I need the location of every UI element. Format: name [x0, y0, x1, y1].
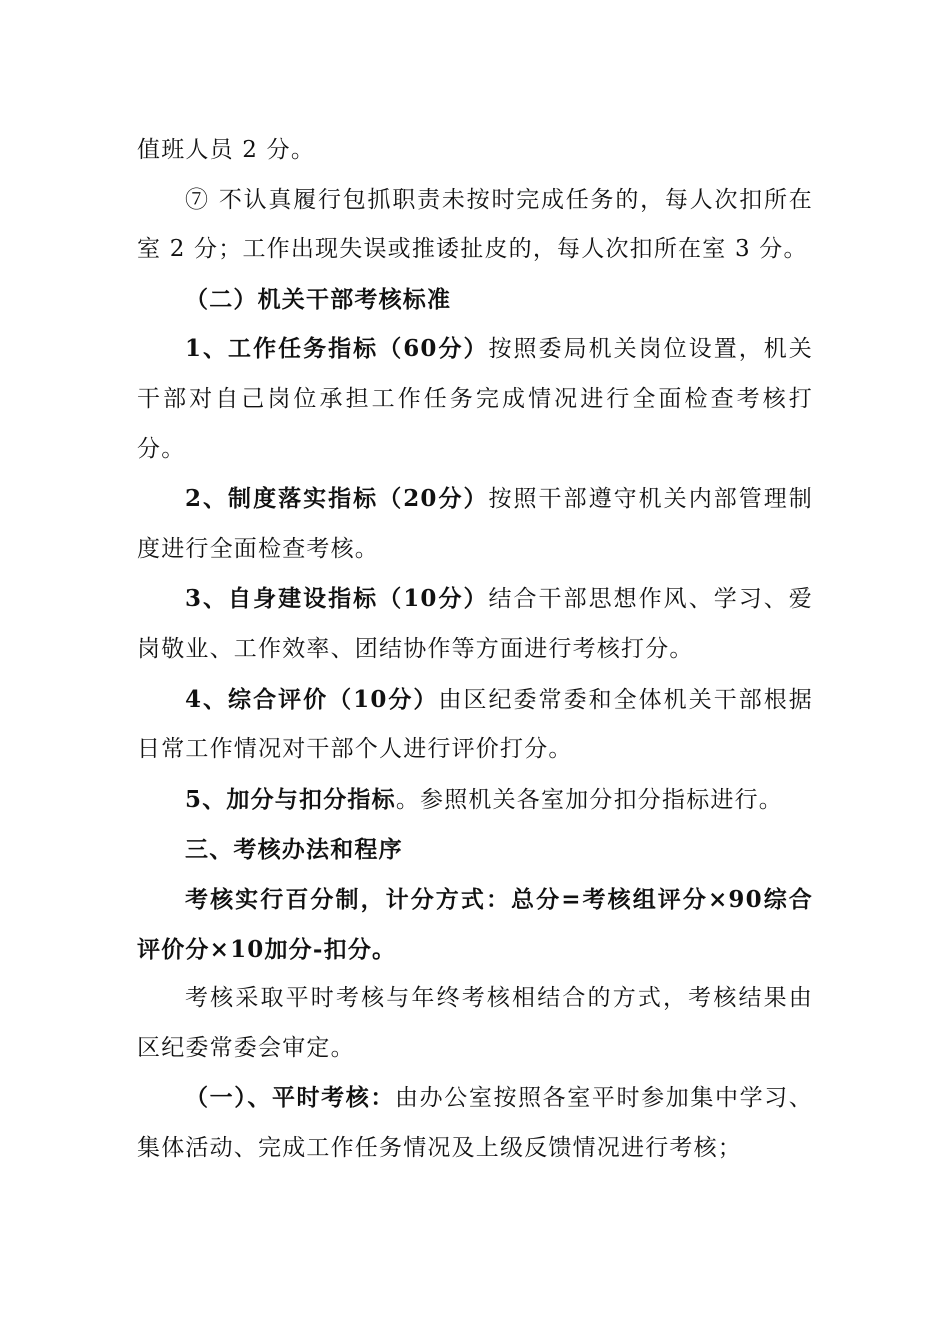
paragraph-scoring-formula [137, 875, 813, 974]
paragraph-lead: 4、综合评价（10分） [185, 685, 439, 713]
paragraph-bonus-deduction-indicator [137, 775, 813, 826]
paragraph-text: 结合干部思想作风、学习、爱岗敬业、工作效率、团结协作等方面进行考核打分。 [137, 586, 813, 662]
paragraph-lead: （一）、平时考核： [185, 1084, 396, 1112]
section-heading-methods [137, 825, 813, 875]
paragraph-lead: 5、加分与扣分指标 [185, 785, 396, 813]
paragraph-text: 。参照机关各室加分扣分指标进行。 [395, 786, 784, 813]
document-page [137, 126, 813, 1173]
paragraph-text: ⑦ 不认真履行包抓职责未按时完成任务的，每人次扣所在室 2 分；工作出现失误或推诿扯皮的，每人次扣所在室 3 分。 [137, 186, 813, 263]
paragraph-duty-staff [137, 126, 813, 176]
heading-text: 三、考核办法和程序 [185, 836, 403, 864]
paragraph-system-indicator [137, 474, 813, 574]
paragraph-text: 考核实行百分制，计分方式：总分=考核组评分×90综合评价分×10加分-扣分。 [137, 885, 813, 963]
paragraph-lead: 3、自身建设指标（10分） [185, 585, 489, 613]
paragraph-lead: 2、制度落实指标（20分） [185, 485, 489, 513]
paragraph-work-task-indicator [137, 324, 813, 474]
paragraph-lead: 1、工作任务指标（60分） [185, 335, 489, 363]
paragraph-text: 按照干部遵守机关内部管理制度进行全面检查考核。 [137, 486, 813, 562]
paragraph-comprehensive-evaluation [137, 675, 813, 775]
paragraph-text: 考核采取平时考核与年终考核相结合的方式，考核结果由区纪委常委会审定。 [137, 985, 813, 1061]
paragraph-text: 由办公室按照各室平时参加集中学习、集体活动、完成工作任务情况及上级反馈情况进行考核； [137, 1085, 813, 1161]
paragraph-item-7 [137, 176, 813, 275]
paragraph-text: 值班人员 2 分。 [137, 137, 316, 163]
section-heading-cadre-standards [137, 275, 813, 325]
paragraph-regular-assessment [137, 1073, 813, 1173]
paragraph-self-building-indicator [137, 574, 813, 674]
paragraph-text: 由区纪委常委和全体机关干部根据日常工作情况对干部个人进行评价打分。 [137, 686, 813, 763]
paragraph-assessment-method [137, 974, 813, 1073]
heading-text: （二）机关干部考核标准 [185, 285, 452, 313]
paragraph-text: 按照委局机关岗位设置，机关干部对自己岗位承担工作任务完成情况进行全面检查考核打分。 [137, 336, 813, 462]
